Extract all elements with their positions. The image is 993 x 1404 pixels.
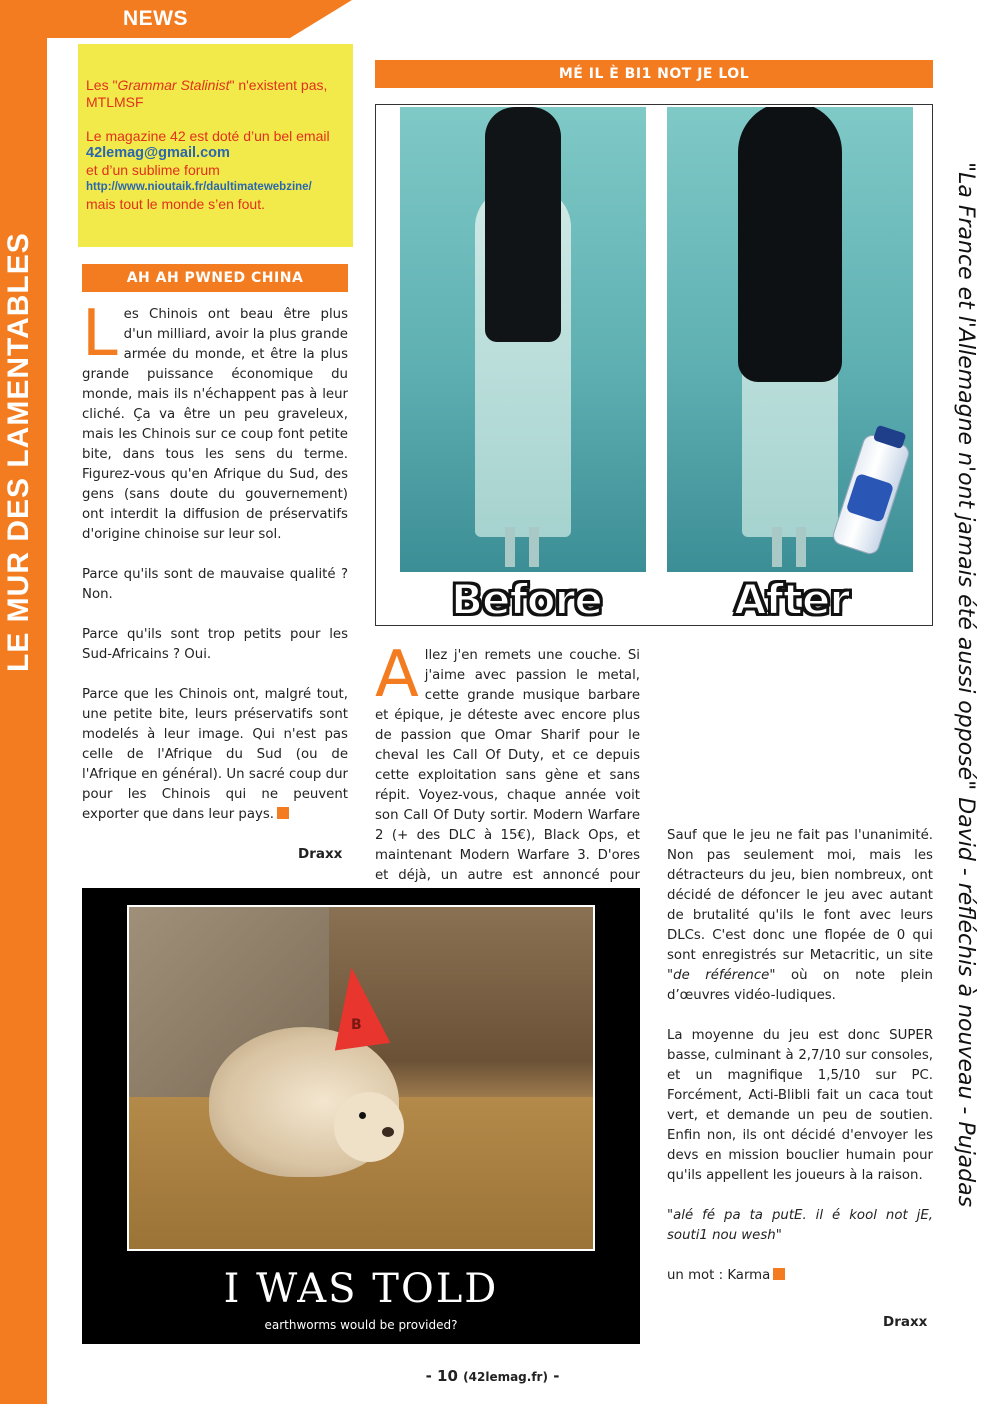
forum-link[interactable]: http://www.nioutaik.fr/daultimatewebzine/ [86, 181, 312, 193]
after-panel [667, 107, 913, 572]
before-panel [400, 107, 646, 572]
section-label: NEWS [123, 7, 188, 30]
article2-p2a: Sauf que le jeu ne fait pas l'unanimité. Non pas seulement moi, mais les détracteurs du jeu, bien nombreux, ont décidé de défoncer le jeu avec autant de brutalité qu'ils le font avec leurs DLCs. C'est donc une flopée de 0 qui sont enregistrés sur Metacritic, un site " [667, 828, 933, 983]
before-after-image [375, 104, 933, 626]
info-line-3: et d’un sublime forum [86, 162, 220, 178]
ghost-girl-after [730, 107, 850, 537]
poster-subtitle: earthworms would be provided? [264, 1318, 458, 1332]
ghost-girl-before [463, 107, 583, 537]
email-link[interactable]: 42lemag@gmail.com [86, 145, 230, 161]
info-line-4: mais tout le monde s’en fout. [86, 196, 265, 212]
end-mark-icon [773, 1268, 785, 1280]
poster-title: I WAS TOLD [223, 1266, 499, 1312]
party-hat-icon [324, 963, 391, 1050]
article1-body [82, 297, 348, 845]
vertical-title: LE MUR DES LAMENTABLES [2, 232, 35, 672]
info-line-1: Les "Grammar Stalinist" n'existent pas, MTLMSF [86, 77, 328, 110]
dropcap: L [82, 297, 118, 371]
article1-p2: Parce qu'ils sont de mauvaise qualité ? Non. [82, 567, 348, 602]
side-quote: "La France et l'Allemagne n'ont jamais été aussi opposé" David - réfléchis à nouveau - Pujadas [953, 162, 978, 1208]
before-label: Before [451, 575, 602, 624]
article2-p3: La moyenne du jeu est donc SUPER basse, culminant à 2,7/10 sur consoles, et un magnifique 1,5/10 sur PC. Forcément, Acti-Blibli fait un caca tout vert, et demande un peu de soutien. Enfin non, ils ont décidé d'envoyer les devs en mission bouclier humain pour qu'ils appellent les joueurs à la raison. [667, 1028, 933, 1183]
article2-col2 [667, 826, 933, 1306]
section-tab-corner [290, 0, 352, 38]
article1-author: Draxx [298, 846, 343, 862]
footer [0, 1367, 993, 1385]
end-mark-icon [277, 807, 289, 819]
article2-p2-italic: de référence [673, 968, 770, 983]
footer-dash: - [553, 1367, 560, 1385]
article2-heading: MÉ IL È BI1 NOT JE LOL [375, 60, 933, 88]
hedgehog-photo [127, 905, 595, 1251]
info-box [78, 44, 353, 247]
dropcap: A [375, 638, 419, 712]
page-number: - 10 [425, 1367, 458, 1385]
party-hat-letter: B [351, 1017, 362, 1033]
article2-p5: un mot : Karma [667, 1268, 771, 1283]
info-line-2: Le magazine 42 est doté d’un bel email [86, 128, 330, 144]
article2-p1: llez j'en remets une couche. Si j'aime avec passion le metal, cette grande musique barbare et épique, je déteste avec encore plus de passion que Omar Sharif pour le cheval les Call Of Duty, et ce depuis cette exploitation sans gène et sans répit. Voyez-vous, chaque année voit son Call Of Duty sortir. Modern Warfare 2 (+ des DLC à 15€), Black Ops, et maintenant Modern Warfare 3. D'ores et déjà, un autre est annoncé pour [375, 648, 640, 883]
motivational-poster [82, 888, 640, 1344]
article1-p1: es Chinois ont beau être plus d'un milliard, avoir la plus grande armée du monde, et être la plus grande puissance économique du monde, mais ils n'échappent pas à leur cliché. Ça va être un peu graveleux, mais les Chinois sur ce coup font petite bite, dans tous les sens du terme. Figurez-vous qu'en Afrique du Sud, des gens (sans doute du gouvernement) ont interdit la diffusion de préservatifs d'origine chinoise sur leur sol. [82, 307, 348, 542]
article1-heading: AH AH PWNED CHINA [82, 264, 348, 292]
article1-p4: Parce que les Chinois ont, malgré tout, une petite bite, leurs préservatifs sont modelés à leur image. Qui n'est pas celle de l'Afrique du Sud (ou de l'Afrique en général). Un sacré coup dur pour les Chinois qui ne peuvent exporter que dans leur pays. [82, 687, 348, 822]
article1-p3: Parce qu'ils sont trop petits pour les Sud-Africains ? Oui. [82, 627, 348, 662]
article2-author: Draxx [883, 1314, 928, 1330]
site-name: (42lemag.fr) [463, 1370, 548, 1384]
article2-p2b: " où on note plein d’œuvres vidéo-ludiques. [667, 968, 933, 1003]
after-label: After [734, 575, 850, 624]
article2-quote: "alé fé pa ta putE. il é kool not jE, souti1 nou wesh" [667, 1208, 933, 1243]
